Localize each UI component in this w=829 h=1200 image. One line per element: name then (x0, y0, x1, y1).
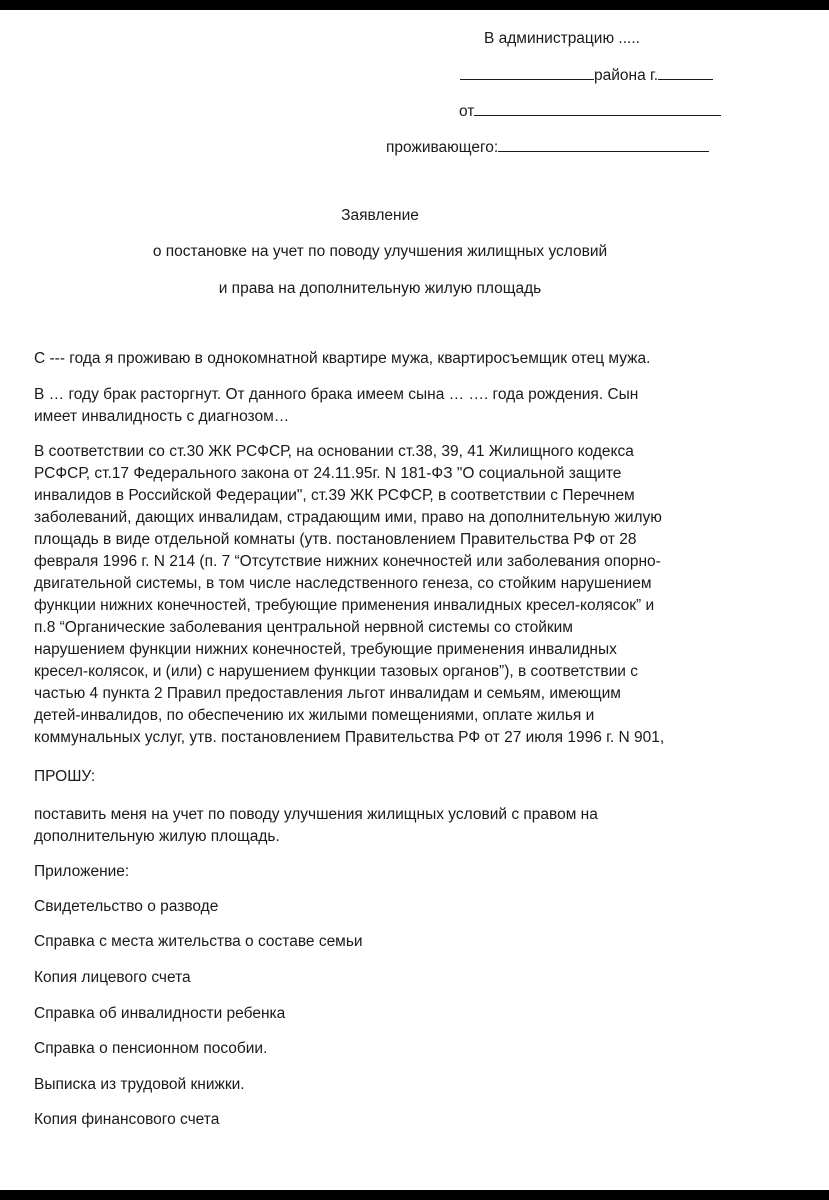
text-line: частью 4 пункта 2 Правил предоставления льгот инвалидам и семьям, имеющим (34, 685, 621, 702)
text-line: детей-инвалидов, по обеспечению их жилыми помещениями, оплате жилья и (34, 707, 595, 724)
attachment-item: Справка об инвалидности ребенка (34, 1005, 286, 1022)
district-blank (460, 65, 594, 80)
from-line (459, 101, 721, 122)
district-label: района г. (594, 67, 659, 84)
residing-label: проживающего: (386, 139, 499, 156)
text-line: В … году брак расторгнут. От данного брака имеем сына … …. года рождения. Сын (34, 386, 639, 403)
text-line: коммунальных услуг, утв. постановлением Правительства РФ от 27 июля 1996 г. N 901, (34, 729, 665, 746)
city-blank (658, 65, 713, 80)
attachment-item: Выписка из трудовой книжки. (34, 1076, 245, 1093)
residing-line (386, 137, 709, 158)
addressee-line (484, 29, 640, 49)
addressee-text: В администрацию ..... (484, 30, 640, 47)
district-line (460, 65, 713, 86)
text-line: двигательной системы, в том числе наследственного генеза, со стойким нарушением (34, 575, 652, 592)
text-line: кресел-колясок, и (или) с нарушением функции тазовых органов”), в соответствии с (34, 663, 639, 680)
attachment-item: Копия лицевого счета (34, 969, 191, 986)
document-page (0, 10, 829, 1190)
text-line: РСФСР, ст.17 Федерального закона от 24.11.95г. N 181-ФЗ "О социальной защите (34, 465, 622, 482)
attachments-label: Приложение: (34, 863, 130, 880)
paragraph-residence: С --- года я проживаю в однокомнатной квартире мужа, квартиросъемщик отец мужа. (34, 350, 651, 367)
attachment-item: Справка о пенсионном пособии. (34, 1040, 268, 1057)
text-line: дополнительную жилую площадь. (34, 828, 280, 845)
text-line: имеет инвалидность с диагнозом… (34, 408, 290, 425)
text-line: февраля 1996 г. N 214 (п. 7 “Отсутствие нижних конечностей или заболевания опорно- (34, 553, 661, 570)
paragraph-request (34, 804, 794, 848)
text-line: инвалидов в Российской Федерации", ст.39 ЖК РСФСР, в соответствии с Перечнем (34, 487, 635, 504)
attachment-item: Копия финансового счета (34, 1111, 220, 1128)
text-line: площадь в виде отдельной комнаты (утв. постановлением Правительства РФ от 28 (34, 531, 637, 548)
residing-blank (498, 137, 709, 152)
from-label: от (459, 103, 475, 120)
document-subtitle-line-2: и права на дополнительную жилую площадь (218, 280, 542, 297)
paragraph-legal-basis (34, 441, 794, 749)
request-label: ПРОШУ: (34, 768, 96, 785)
text-line: В соответствии со ст.30 ЖК РСФСР, на основании ст.38, 39, 41 Жилищного кодекса (34, 443, 634, 460)
attachment-item: Свидетельство о разводе (34, 898, 219, 915)
text-line: функции нижних конечностей, требующие применения инвалидных кресел-колясок” и (34, 597, 655, 614)
from-blank (474, 101, 721, 116)
text-line: п.8 “Органические заболевания центральной нервной системы со стойким (34, 619, 573, 636)
text-line: поставить меня на учет по поводу улучшения жилищных условий с правом на (34, 806, 598, 823)
paragraph-divorce (34, 384, 794, 428)
attachment-item: Справка с места жительства о составе семьи (34, 933, 363, 950)
text-line: нарушением функции нижних конечностей, требующие применения инвалидных (34, 641, 617, 658)
document-title: Заявление (341, 207, 419, 224)
document-subtitle-line-1: о постановке на учет по поводу улучшения жилищных условий (152, 243, 608, 260)
text-line: заболеваний, дающих инвалидам, страдающим ими, право на дополнительную жилую (34, 509, 662, 526)
